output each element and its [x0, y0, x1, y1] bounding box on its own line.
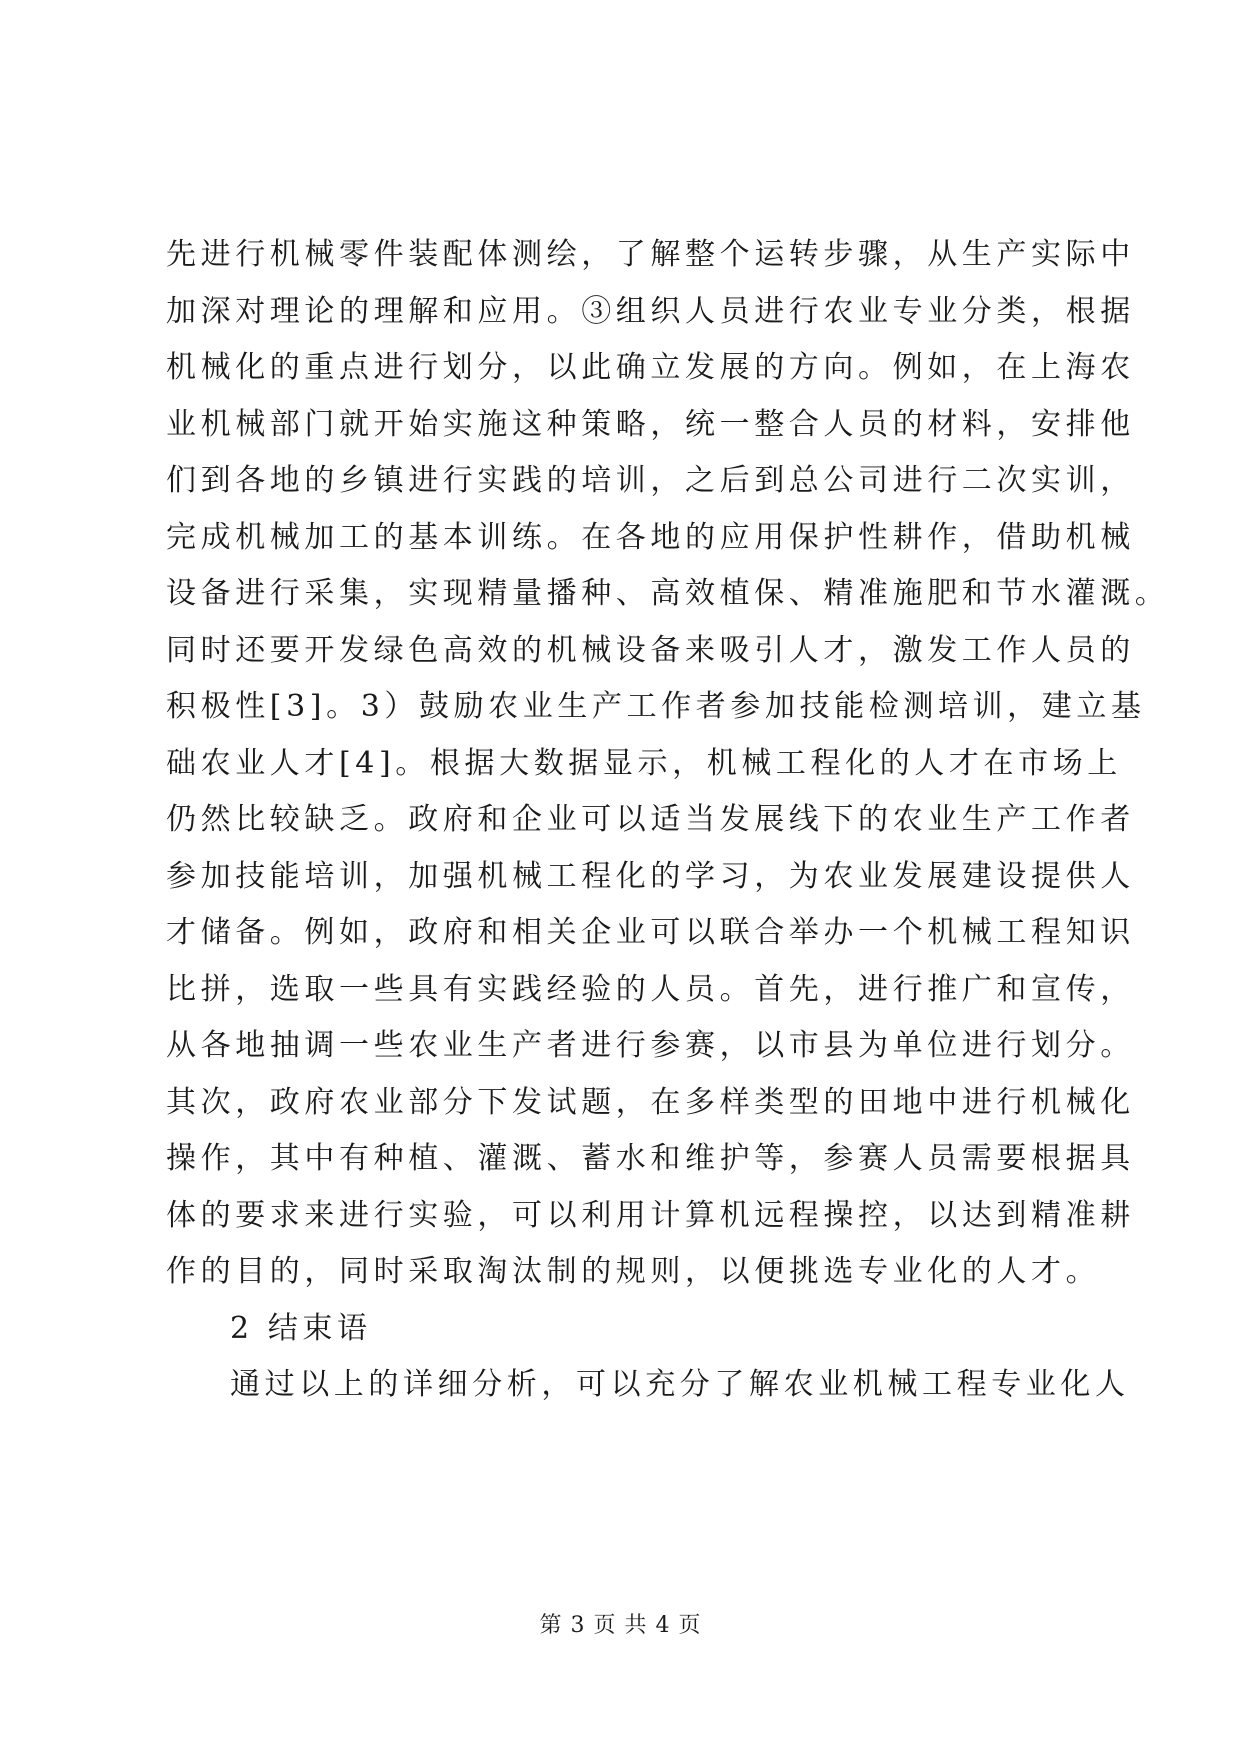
paragraph-line: 才储备。例如，政府和相关企业可以联合举办一个机械工程知识 [166, 915, 1135, 950]
paragraph-line: 体的要求来进行实验，可以利用计算机远程操控，以达到精准耕 [166, 1197, 1135, 1233]
paragraph-line: 积极性[3]。3）鼓励农业生产工作者参加技能检测培训，建立基 [166, 689, 1146, 724]
paragraph-line: 其次，政府农业部分下发试题，在多样类型的田地中进行机械化 [166, 1084, 1135, 1120]
page-footer: 第 3 页 共 4 页 [539, 1613, 702, 1638]
paragraph-line: 机械化的重点进行划分，以此确立发展的方向。例如，在上海农 [166, 350, 1135, 385]
paragraph-line: 完成机械加工的基本训练。在各地的应用保护性耕作，借助机械 [166, 519, 1135, 555]
paragraph-line: 加深对理论的理解和应用。③组织人员进行农业专业分类，根据 [166, 293, 1135, 329]
paragraph-line: 先进行机械零件装配体测绘，了解整个运转步骤，从生产实际中 [166, 237, 1135, 272]
paragraph-line: 作的目的，同时采取淘汰制的规则，以便挑选专业化的人才。 [166, 1254, 1101, 1289]
paragraph-line: 仍然比较缺乏。政府和企业可以适当发展线下的农业生产工作者 [166, 802, 1135, 837]
paragraph-line: 比拼，选取一些具有实践经验的人员。首先，进行推广和宣传， [166, 971, 1135, 1007]
paragraph-line: 业机械部门就开始实施这种策略，统一整合人员的材料，安排他 [166, 406, 1135, 442]
paragraph-line: 参加技能培训，加强机械工程化的学习，为农业发展建设提供人 [166, 858, 1135, 894]
section-heading: 2 结束语 [230, 1310, 372, 1346]
paragraph-line: 通过以上的详细分析，可以充分了解农业机械工程专业化人 [230, 1367, 1130, 1402]
paragraph-line: 操作，其中有种植、灌溉、蓄水和维护等，参赛人员需要根据具 [166, 1141, 1135, 1176]
paragraph-line: 从各地抽调一些农业生产者进行参赛，以市县为单位进行划分。 [166, 1028, 1135, 1063]
paragraph-line: 础农业人才[4]。根据大数据显示，机械工程化的人才在市场上 [166, 745, 1122, 781]
paragraph-line: 设备进行采集，实现精量播种、高效植保、精准施肥和节水灌溉。 [166, 576, 1170, 611]
paragraph-line: 同时还要开发绿色高效的机械设备来吸引人才，激发工作人员的 [166, 632, 1135, 668]
body-text [166, 227, 1170, 1414]
paragraph-line: 们到各地的乡镇进行实践的培训，之后到总公司进行二次实训， [166, 463, 1135, 498]
